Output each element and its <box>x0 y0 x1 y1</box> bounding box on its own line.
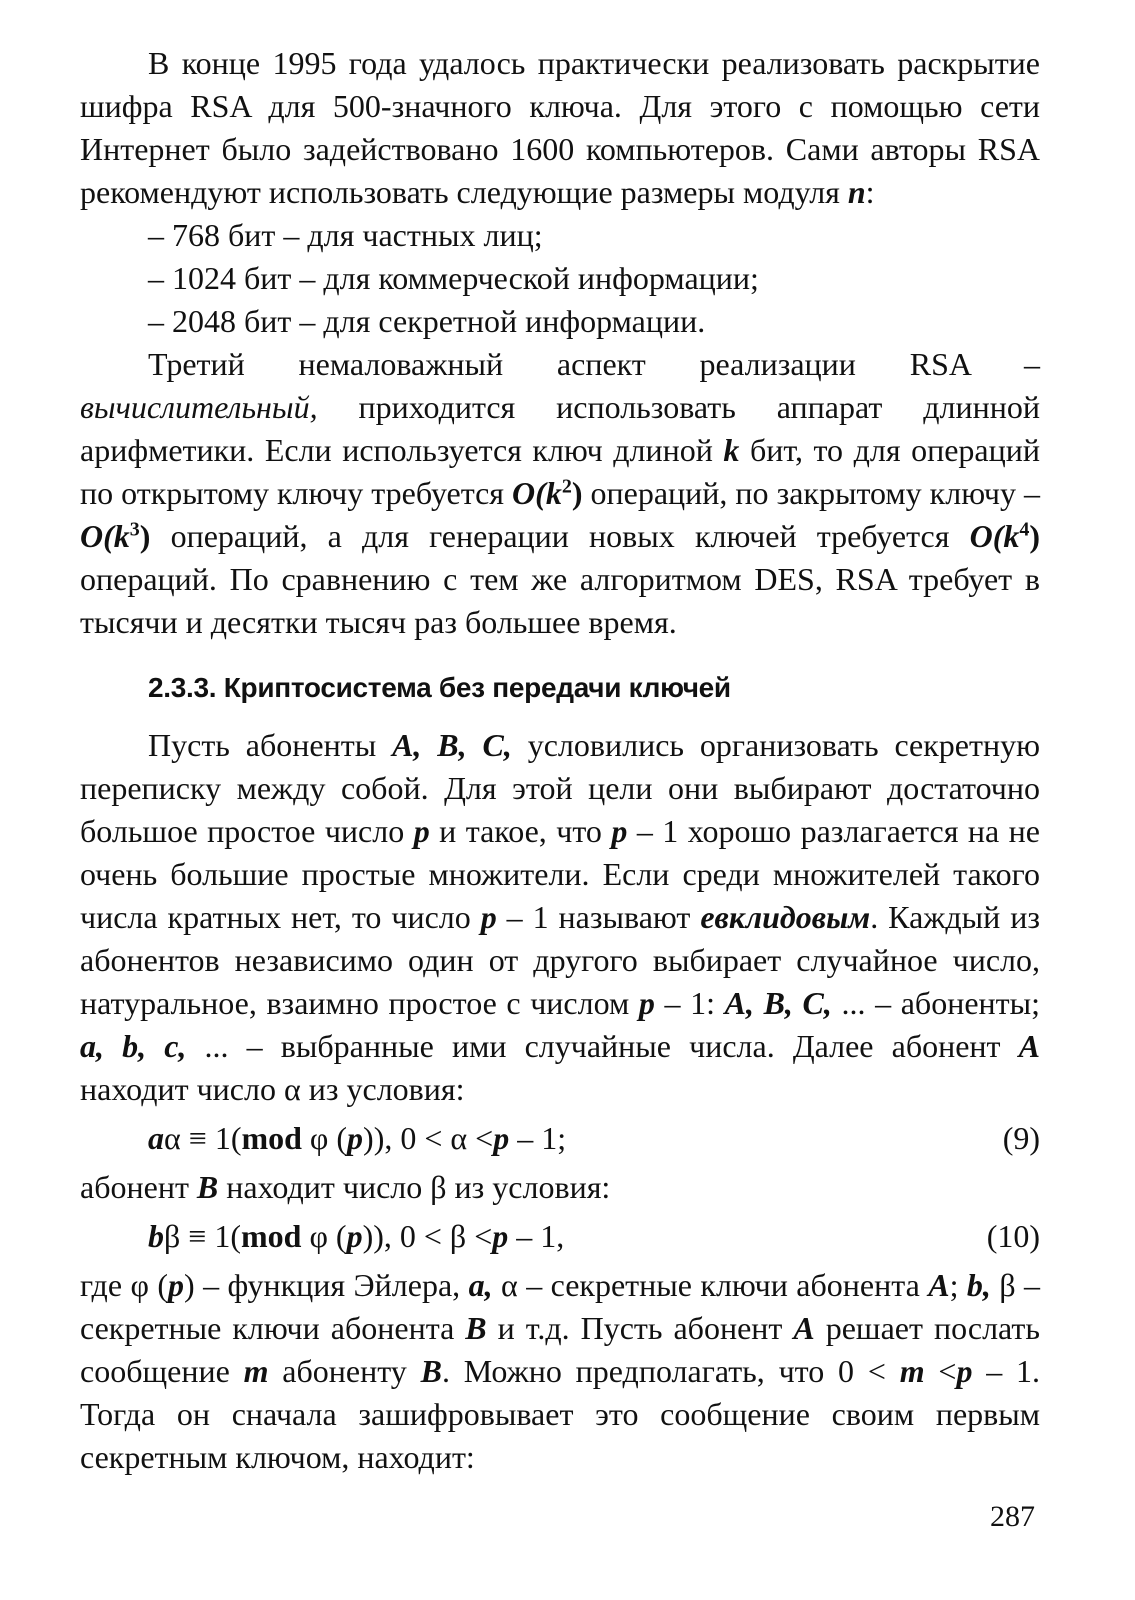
section-heading: 2.3.3. Криптосистема без передачи ключей <box>148 672 731 703</box>
paragraph-rsa-history: В конце 1995 года удалось практически реализовать раскрытие шифра RSA для 500-значного ключа. Для этого с помощью сети Интернет было задействовано 1600 компьютеров. Сами авторы RSA рекомендуют использовать следующие размеры модуля n: <box>80 45 1040 210</box>
formula-9-number: (9) <box>1002 1120 1040 1156</box>
paragraph-computational-aspect: Третий немаловажный аспект реализации RSA – вычислительный, приходится использовать аппарат длинной арифметики. Если используется ключ длиной k бит, то для операций по открытому ключу требуется $O(k^2)$ операций, по закрытому ключу – $O(k^3)$ операций, а для генерации новых ключей требуется $O(k^4)$ операций. По сравнению с тем же алгоритмом DES, RSA требует в тысячи и десятки тысяч раз большее время. <box>80 346 1041 640</box>
paragraph-cryptosystem: Пусть абоненты A, B, C, условились организовать секретную переписку между собой. Для этой цели они выбирают достаточно большое простое число p и такое, что p – 1 хорошо разлагается на не очень большие простые множители. Если среди множителей такого числа кратных нет, то число p – 1 называют евклидовым. Каждый из абонентов независимо один от другого выбирает случайное число, натуральное, взаимно простое с числом p – 1: A, B, C, ... – абоненты; a, b, c, ... – выбранные ими случайные числа. Далее абонент A находит число α из условия: <box>80 727 1041 1107</box>
list-item: – 768 бит – для частных лиц; <box>148 217 543 253</box>
line-subscriber-b: абонент B находит число β из условия: <box>80 1169 611 1205</box>
formula-10-expression: bβ ≡ 1(mod φ (p)), 0 < β <p – 1, <box>148 1218 565 1254</box>
page-number: 287 <box>990 1500 1035 1533</box>
list-item: – 1024 бит – для коммерческой информации; <box>148 260 759 296</box>
list-item: – 2048 бит – для секретной информации. <box>148 303 706 339</box>
formula-10 <box>80 1215 1040 1258</box>
formula-9 <box>80 1117 1040 1160</box>
page-body <box>80 42 1040 1479</box>
formula-10-number: (10) <box>986 1218 1040 1254</box>
paragraph-euler: где φ (p) – функция Эйлера, a, α – секретные ключи абонента A; b, β – секретные ключи абонента B и т.д. Пусть абонент A решает послать сообщение m абоненту B. Можно предполагать, что 0 < m <p – 1. Тогда он сначала зашифровывает это сообщение своим первым секретным ключом, находит: <box>80 1267 1041 1475</box>
formula-9-expression: aα ≡ 1(mod φ (p)), 0 < α <p – 1; <box>148 1120 567 1156</box>
